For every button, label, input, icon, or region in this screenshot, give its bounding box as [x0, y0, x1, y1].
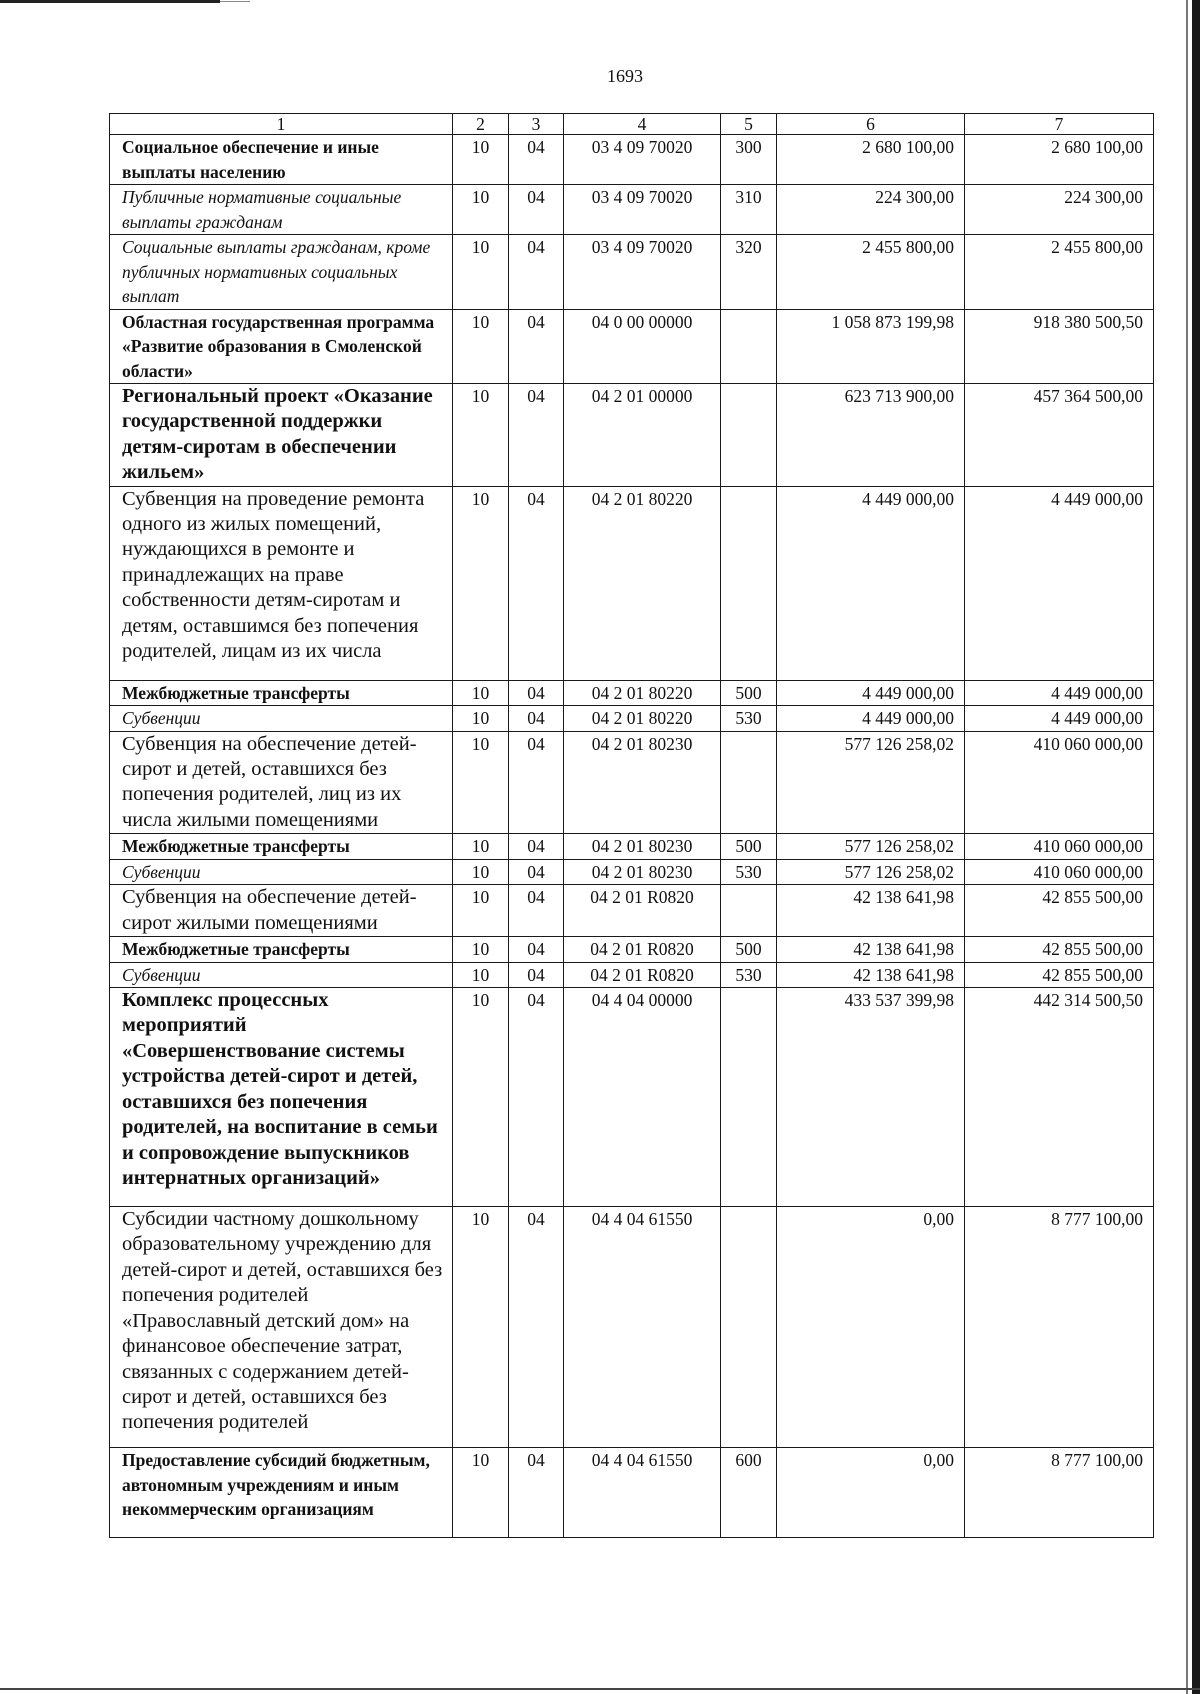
row-section: 10 — [453, 135, 509, 185]
row-name: Субсидии частному дошкольному образовательному учреждению для детей-сирот и детей, оставшихся без попечения родителей «Православный детский дом» на финансовое обеспечение затрат, связанных с содержанием детей-сирот и детей, оставшихся без попечения родителей — [110, 1207, 453, 1448]
row-sum2: 457 364 500,00 — [965, 384, 1154, 487]
table-row — [110, 384, 1154, 487]
row-sum2: 2 455 800,00 — [965, 235, 1154, 310]
row-subsection: 04 — [509, 309, 564, 384]
row-sum1: 577 126 258,02 — [777, 834, 965, 860]
row-name: Субвенция на обеспечение детей-сирот и детей, оставшихся без попечения родителей, лиц из их числа жилыми помещениями — [110, 731, 453, 834]
row-subsection: 04 — [509, 706, 564, 732]
row-name: Предоставление субсидий бюджетным, автономным учреждениям и иным некоммерческим организациям — [110, 1448, 453, 1538]
scan-border-top-faint — [220, 1, 250, 2]
row-target: 04 4 04 61550 — [564, 1448, 721, 1538]
header-row — [110, 114, 1154, 135]
row-subsection: 04 — [509, 937, 564, 963]
row-sum2: 224 300,00 — [965, 185, 1154, 235]
row-sum1: 4 449 000,00 — [777, 680, 965, 706]
row-sum1: 577 126 258,02 — [777, 731, 965, 834]
row-subsection: 04 — [509, 988, 564, 1207]
row-vr — [721, 384, 777, 487]
row-target: 03 4 09 70020 — [564, 185, 721, 235]
row-sum2: 4 449 000,00 — [965, 706, 1154, 732]
header-cell-target: 4 — [564, 114, 721, 135]
row-vr: 500 — [721, 834, 777, 860]
row-subsection: 04 — [509, 834, 564, 860]
row-target: 04 2 01 00000 — [564, 384, 721, 487]
row-section: 10 — [453, 962, 509, 988]
row-sum2: 410 060 000,00 — [965, 859, 1154, 885]
table-row — [110, 185, 1154, 235]
row-name: Региональный проект «Оказание государственной поддержки детям-сиротам в обеспечении жильем» — [110, 384, 453, 487]
row-vr — [721, 988, 777, 1207]
table-row — [110, 309, 1154, 384]
row-vr: 530 — [721, 962, 777, 988]
row-target: 04 2 01 80230 — [564, 731, 721, 834]
row-section: 10 — [453, 384, 509, 487]
header-cell-vr: 5 — [721, 114, 777, 135]
row-sum2: 410 060 000,00 — [965, 834, 1154, 860]
row-sum2: 42 855 500,00 — [965, 962, 1154, 988]
header-cell-sum1: 6 — [777, 114, 965, 135]
row-sum1: 1 058 873 199,98 — [777, 309, 965, 384]
row-sum2: 442 314 500,50 — [965, 988, 1154, 1207]
table-row — [110, 135, 1154, 185]
row-sum1: 224 300,00 — [777, 185, 965, 235]
row-target: 04 4 04 00000 — [564, 988, 721, 1207]
row-name: Субвенции — [110, 962, 453, 988]
row-sum1: 42 138 641,98 — [777, 962, 965, 988]
row-subsection: 04 — [509, 384, 564, 487]
row-name: Комплекс процессных мероприятий «Совершенствование системы устройства детей-сирот и детей, оставшихся без попечения родителей, на воспитание в семьи и сопровождение выпускников интернатных организаций» — [110, 988, 453, 1207]
table-row — [110, 680, 1154, 706]
row-section: 10 — [453, 185, 509, 235]
row-sum1: 4 449 000,00 — [777, 486, 965, 680]
row-sum1: 0,00 — [777, 1207, 965, 1448]
row-sum1: 433 537 399,98 — [777, 988, 965, 1207]
row-subsection: 04 — [509, 135, 564, 185]
row-target: 04 2 01 R0820 — [564, 962, 721, 988]
row-sum2: 2 680 100,00 — [965, 135, 1154, 185]
row-section: 10 — [453, 834, 509, 860]
row-sum2: 4 449 000,00 — [965, 486, 1154, 680]
table-row — [110, 962, 1154, 988]
row-target: 04 2 01 80220 — [564, 680, 721, 706]
header-cell-section: 2 — [453, 114, 509, 135]
scan-border-right — [1192, 0, 1200, 1694]
row-section: 10 — [453, 486, 509, 680]
table-row — [110, 859, 1154, 885]
page-number: 1693 — [607, 66, 643, 86]
table-row — [110, 988, 1154, 1207]
row-sum1: 2 455 800,00 — [777, 235, 965, 310]
row-vr: 320 — [721, 235, 777, 310]
row-sum1: 2 680 100,00 — [777, 135, 965, 185]
table-row — [110, 706, 1154, 732]
row-section: 10 — [453, 235, 509, 310]
table-row — [110, 486, 1154, 680]
row-vr — [721, 309, 777, 384]
row-section: 10 — [453, 680, 509, 706]
row-vr: 530 — [721, 859, 777, 885]
row-target: 04 2 01 80230 — [564, 859, 721, 885]
row-section: 10 — [453, 988, 509, 1207]
row-name: Публичные нормативные социальные выплаты гражданам — [110, 185, 453, 235]
table-row — [110, 731, 1154, 834]
header-cell-sum2: 7 — [965, 114, 1154, 135]
table-row — [110, 1207, 1154, 1448]
row-vr: 530 — [721, 706, 777, 732]
table-row — [110, 1448, 1154, 1538]
budget-table — [109, 113, 1154, 1538]
row-subsection: 04 — [509, 1448, 564, 1538]
row-vr — [721, 486, 777, 680]
table-row — [110, 834, 1154, 860]
row-sum2: 4 449 000,00 — [965, 680, 1154, 706]
row-section: 10 — [453, 885, 509, 937]
row-section: 10 — [453, 937, 509, 963]
row-subsection: 04 — [509, 962, 564, 988]
row-vr: 300 — [721, 135, 777, 185]
row-sum1: 4 449 000,00 — [777, 706, 965, 732]
row-section: 10 — [453, 309, 509, 384]
row-vr — [721, 731, 777, 834]
row-target: 03 4 09 70020 — [564, 135, 721, 185]
row-name: Субвенция на обеспечение детей-сирот жилыми помещениями — [110, 885, 453, 937]
row-target: 04 2 01 R0820 — [564, 885, 721, 937]
row-vr: 500 — [721, 937, 777, 963]
row-sum2: 42 855 500,00 — [965, 937, 1154, 963]
row-section: 10 — [453, 706, 509, 732]
row-name: Субвенция на проведение ремонта одного из жилых помещений, нуждающихся в ремонте и принадлежащих на праве собственности детям-сиротам и детям, оставшимся без попечения родителей, лицам из их числа — [110, 486, 453, 680]
row-sum2: 8 777 100,00 — [965, 1207, 1154, 1448]
row-name: Межбюджетные трансферты — [110, 680, 453, 706]
row-sum2: 8 777 100,00 — [965, 1448, 1154, 1538]
row-name: Областная государственная программа «Развитие образования в Смоленской области» — [110, 309, 453, 384]
row-section: 10 — [453, 1207, 509, 1448]
row-subsection: 04 — [509, 885, 564, 937]
row-name: Субвенции — [110, 706, 453, 732]
row-name: Межбюджетные трансферты — [110, 834, 453, 860]
scan-border-right-inner — [1186, 0, 1188, 1694]
row-sum1: 623 713 900,00 — [777, 384, 965, 487]
scan-border-top — [0, 0, 220, 3]
row-sum2: 42 855 500,00 — [965, 885, 1154, 937]
header-cell-name: 1 — [110, 114, 453, 135]
row-vr: 310 — [721, 185, 777, 235]
row-sum1: 42 138 641,98 — [777, 937, 965, 963]
table-row — [110, 937, 1154, 963]
row-name: Социальные выплаты гражданам, кроме публичных нормативных социальных выплат — [110, 235, 453, 310]
row-sum2: 410 060 000,00 — [965, 731, 1154, 834]
row-name: Социальное обеспечение и иные выплаты населению — [110, 135, 453, 185]
row-vr — [721, 1207, 777, 1448]
row-subsection: 04 — [509, 235, 564, 310]
row-sum2: 918 380 500,50 — [965, 309, 1154, 384]
row-name: Субвенции — [110, 859, 453, 885]
row-subsection: 04 — [509, 185, 564, 235]
table-row — [110, 885, 1154, 937]
scan-border-bottom — [0, 1688, 1200, 1690]
row-sum1: 0,00 — [777, 1448, 965, 1538]
row-section: 10 — [453, 731, 509, 834]
row-target: 04 2 01 R0820 — [564, 937, 721, 963]
row-vr: 500 — [721, 680, 777, 706]
row-sum1: 577 126 258,02 — [777, 859, 965, 885]
table-row — [110, 235, 1154, 310]
row-section: 10 — [453, 1448, 509, 1538]
row-vr: 600 — [721, 1448, 777, 1538]
row-target: 03 4 09 70020 — [564, 235, 721, 310]
row-subsection: 04 — [509, 486, 564, 680]
row-subsection: 04 — [509, 859, 564, 885]
row-vr — [721, 885, 777, 937]
row-name: Межбюджетные трансферты — [110, 937, 453, 963]
row-target: 04 0 00 00000 — [564, 309, 721, 384]
row-target: 04 4 04 61550 — [564, 1207, 721, 1448]
row-section: 10 — [453, 859, 509, 885]
row-target: 04 2 01 80230 — [564, 834, 721, 860]
row-subsection: 04 — [509, 1207, 564, 1448]
row-subsection: 04 — [509, 731, 564, 834]
header-cell-subsection: 3 — [509, 114, 564, 135]
row-sum1: 42 138 641,98 — [777, 885, 965, 937]
row-target: 04 2 01 80220 — [564, 486, 721, 680]
row-target: 04 2 01 80220 — [564, 706, 721, 732]
row-subsection: 04 — [509, 680, 564, 706]
